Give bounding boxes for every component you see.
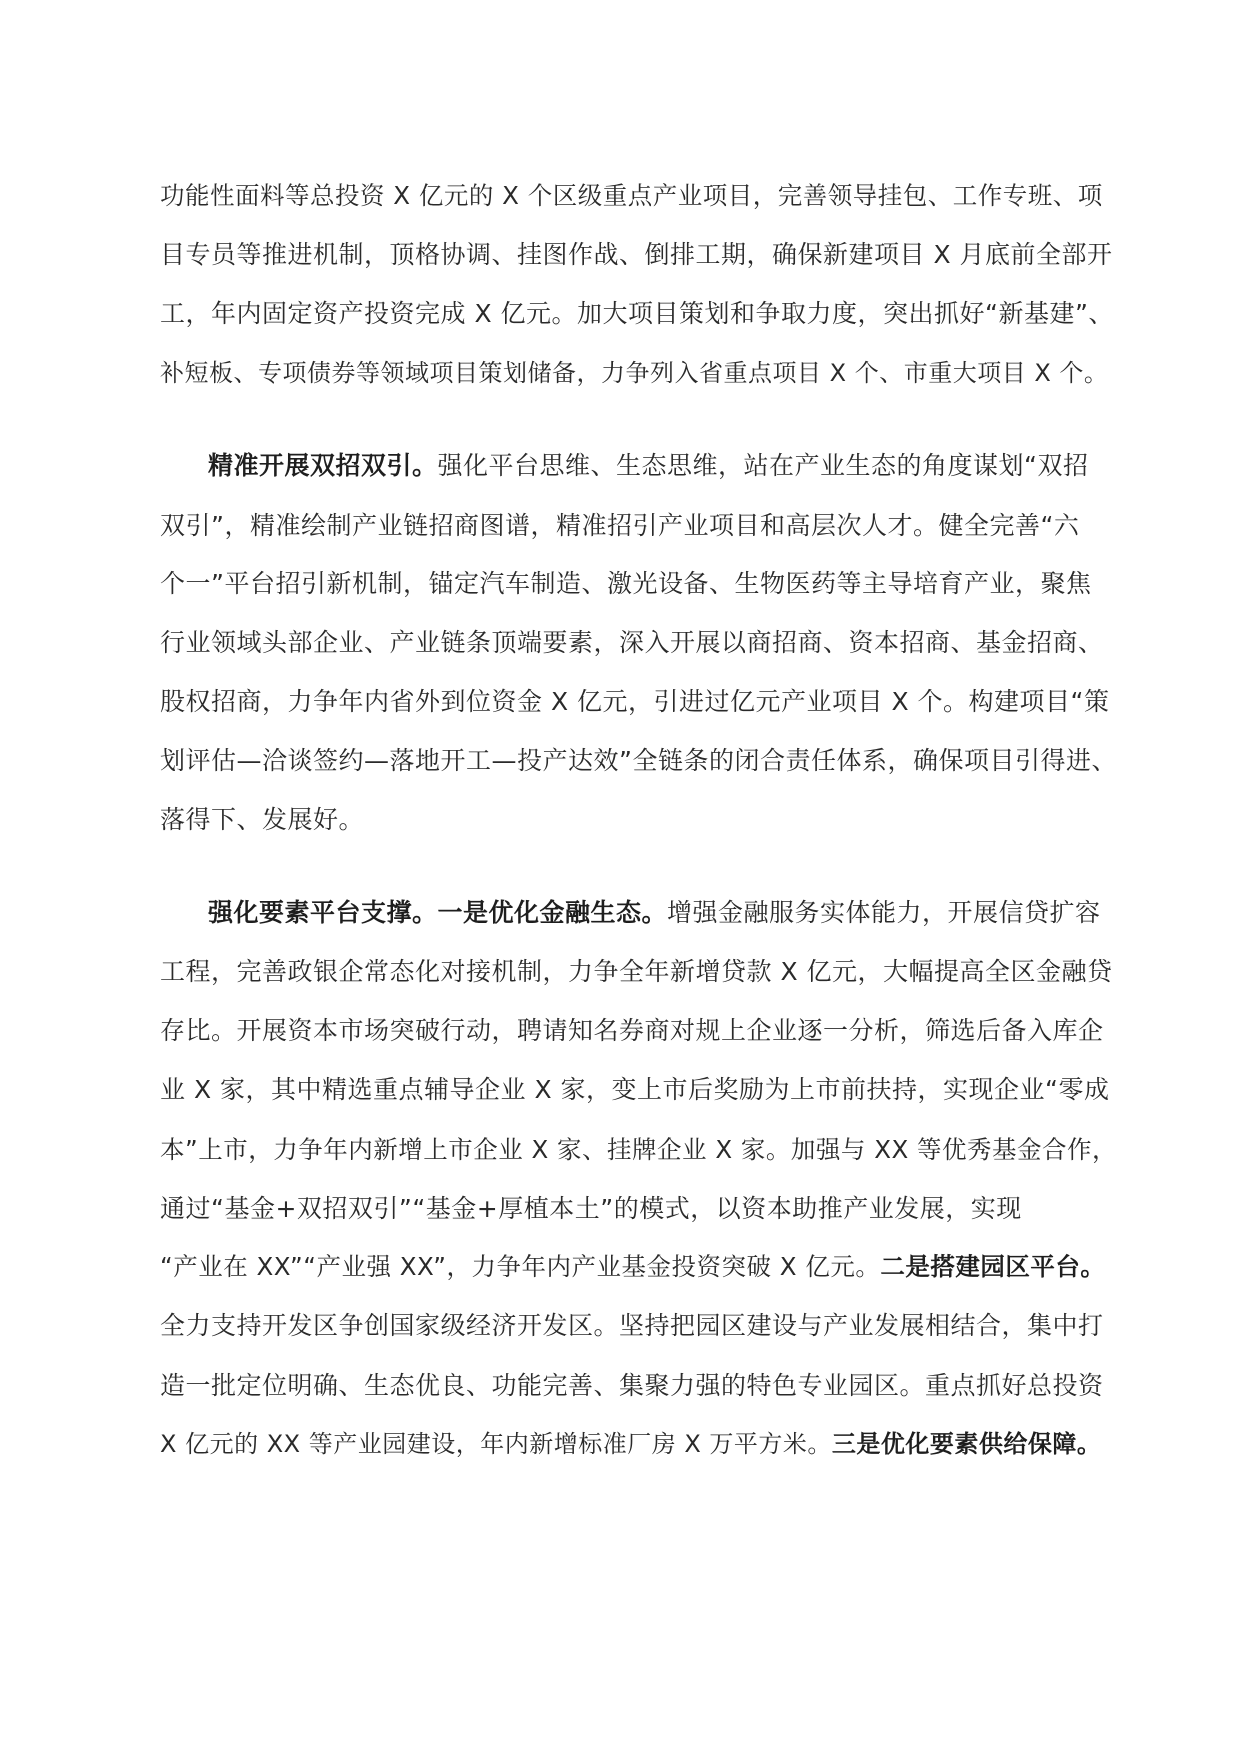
text-run: 全力支持开发区争创国家级经济开发区。坚持把园区建设与产业发展相结合，集中打 bbox=[160, 1311, 1104, 1340]
inline-heading: 二是搭建园区平台。 bbox=[880, 1252, 1106, 1281]
text-line bbox=[160, 952, 1120, 992]
text-run: “产业在 XX”“产业强 XX”，力争年内产业基金投资突破 X 亿元。 bbox=[160, 1252, 881, 1281]
text-line bbox=[160, 623, 1120, 663]
text-line bbox=[160, 235, 1120, 275]
text-line bbox=[160, 682, 1120, 722]
text-run: 强化平台思维、生态思维，站在产业生态的角度谋划“双招 bbox=[437, 451, 1089, 480]
text-run: 存比。开展资本市场突破行动，聘请知名券商对规上企业逐一分析，筛选后备入库企 bbox=[160, 1016, 1104, 1045]
text-run: 落得下、发展好。 bbox=[160, 805, 365, 834]
text-run: 目专员等推进机制，顶格协调、挂图作战、倒排工期，确保新建项目 X 月底前全部开 bbox=[160, 240, 1113, 269]
text-run: 本”上市，力争年内新增上市企业 X 家、挂牌企业 X 家。加强与 XX 等优秀基金合作， bbox=[160, 1135, 1118, 1164]
text-run: 股权招商，力争年内省外到位资金 X 亿元，引进过亿元产业项目 X 个。构建项目“策 bbox=[160, 687, 1110, 716]
text-run: 功能性面料等总投资 X 亿元的 X 个区级重点产业项目，完善领导挂包、工作专班、项 bbox=[160, 181, 1103, 210]
text-line bbox=[208, 446, 1120, 486]
paragraph-heading: 强化要素平台支撑。一是优化金融生态。 bbox=[208, 898, 668, 927]
text-line bbox=[160, 1306, 1120, 1346]
text-run: 业 X 家，其中精选重点辅导企业 X 家，变上市后奖励为上市前扶持，实现企业“零成 bbox=[160, 1075, 1110, 1104]
text-line bbox=[160, 800, 1120, 840]
text-run: 行业领域头部企业、产业链条顶端要素，深入开展以商招商、资本招商、基金招商、 bbox=[160, 628, 1104, 657]
text-run: 双引”，精准绘制产业链招商图谱，精准招引产业项目和高层次人才。健全完善“六 bbox=[160, 511, 1080, 540]
text-run: 划评估—洽谈签约—落地开工—投产达效”全链条的闭合责任体系，确保项目引得进、 bbox=[160, 746, 1117, 775]
text-run: 个一”平台招引新机制，锚定汽车制造、激光设备、生物医药等主导培育产业，聚焦 bbox=[160, 569, 1092, 598]
text-line bbox=[160, 294, 1120, 334]
inline-heading: 三是优化要素供给保障。 bbox=[831, 1430, 1102, 1458]
text-line bbox=[160, 1011, 1120, 1051]
text-run: 工，年内固定资产投资完成 X 亿元。加大项目策划和争取力度，突出抓好“新基建”、 bbox=[160, 299, 1114, 328]
text-run: 补短板、专项债券等领域项目策划储备，力争列入省重点项目 X 个、市重大项目 X 个。 bbox=[160, 359, 1109, 387]
text-run: 造一批定位明确、生态优良、功能完善、集聚力强的特色专业园区。重点抓好总投资 bbox=[160, 1371, 1104, 1400]
paragraph-heading: 精准开展双招双引。 bbox=[208, 451, 438, 480]
text-line bbox=[160, 741, 1120, 781]
text-line bbox=[160, 506, 1120, 546]
text-line bbox=[208, 893, 1120, 933]
text-run: 工程，完善政银企常态化对接机制，力争全年新增贷款 X 亿元，大幅提高全区金融贷 bbox=[160, 957, 1113, 986]
text-line bbox=[160, 1247, 1120, 1287]
text-line bbox=[160, 1424, 1120, 1464]
text-run: X 亿元的 XX 等产业园建设，年内新增标准厂房 X 万平方米。 bbox=[160, 1430, 832, 1458]
text-run: 通过“基金+双招双引”“基金+厚植本土”的模式，以资本助推产业发展，实现 bbox=[160, 1194, 1022, 1223]
text-line bbox=[160, 1070, 1120, 1110]
text-run: 增强金融服务实体能力，开展信贷扩容 bbox=[667, 898, 1101, 927]
text-line bbox=[160, 1366, 1120, 1406]
text-line bbox=[160, 353, 1120, 393]
text-line bbox=[160, 564, 1120, 604]
text-line bbox=[160, 1130, 1120, 1170]
text-line bbox=[160, 176, 1120, 216]
text-line bbox=[160, 1189, 1120, 1229]
